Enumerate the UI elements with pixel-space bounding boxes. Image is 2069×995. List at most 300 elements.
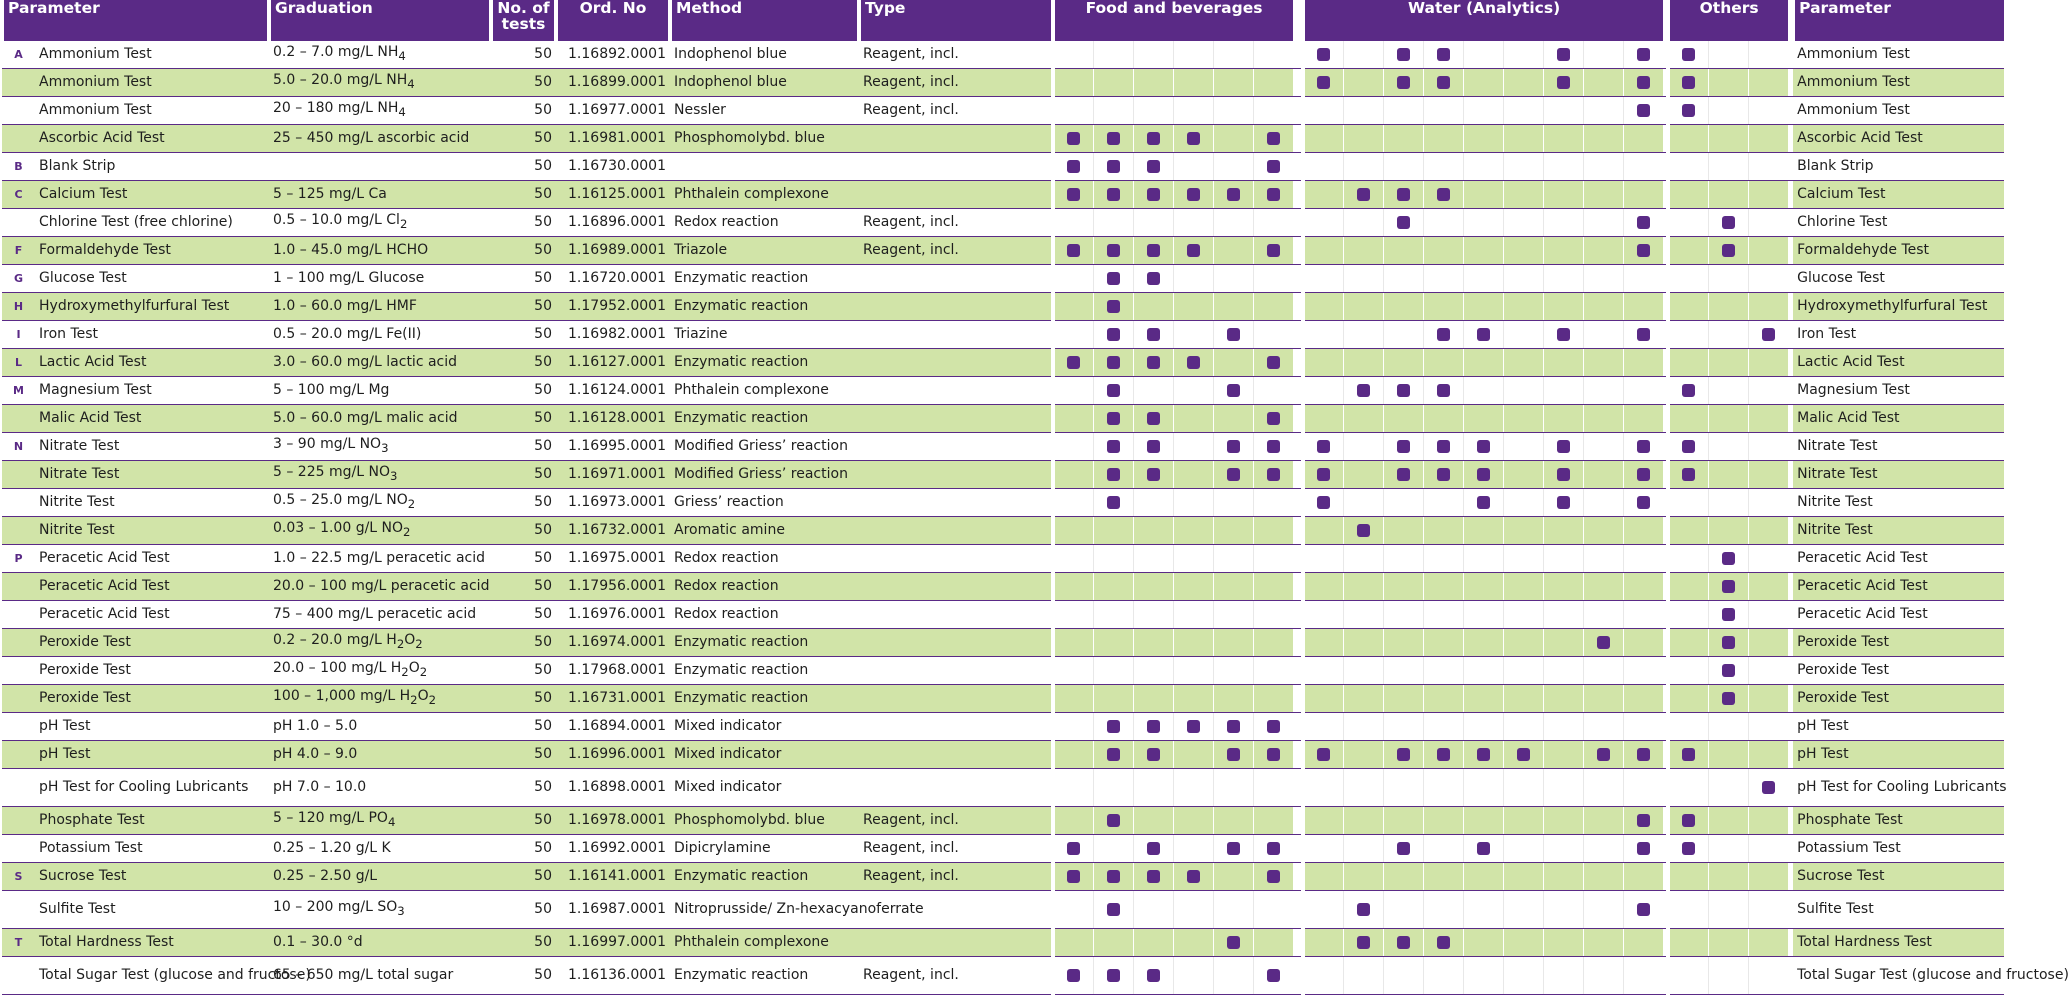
- water-application-cell: [1583, 265, 1623, 293]
- type-cell: [859, 125, 1053, 153]
- others-application-cell: [1748, 153, 1788, 181]
- index-letter: T: [2, 929, 35, 957]
- others-application-cell: [1668, 349, 1708, 377]
- water-application-cell: [1423, 657, 1463, 685]
- parameter-name: Ammonium Test: [35, 97, 269, 125]
- table-row: [2, 209, 2004, 237]
- parameter-name-right: Peroxide Test: [1793, 629, 2004, 657]
- food-application-cell: [1093, 41, 1133, 69]
- water-application-cell: [1543, 265, 1583, 293]
- parameter-name-right: Calcium Test: [1793, 181, 2004, 209]
- graduation-cell: [269, 957, 491, 995]
- food-application-cell: [1133, 125, 1173, 153]
- type-cell: [859, 713, 1053, 741]
- water-application-cell: [1343, 321, 1383, 349]
- others-application-cell: [1748, 957, 1788, 995]
- water-application-cell: [1423, 741, 1463, 769]
- application-marker: [1227, 440, 1240, 453]
- water-application-cell: [1623, 377, 1663, 405]
- water-application-cell: [1623, 517, 1663, 545]
- food-application-cell: [1213, 545, 1253, 573]
- table-row: [2, 769, 2004, 807]
- parameter-name-right: Sucrose Test: [1793, 863, 2004, 891]
- method-cell: Enzymatic reaction: [670, 265, 859, 293]
- water-application-cell: [1543, 835, 1583, 863]
- column-gap: [1293, 237, 1303, 265]
- tests-count: 50: [491, 265, 556, 293]
- food-application-cell: [1093, 713, 1133, 741]
- others-application-cell: [1748, 181, 1788, 209]
- water-application-cell: [1343, 377, 1383, 405]
- food-application-cell: [1093, 321, 1133, 349]
- others-application-cell: [1668, 929, 1708, 957]
- method-cell: Dipicrylamine: [670, 835, 859, 863]
- graduation-subscript-2: 2: [419, 664, 428, 679]
- water-application-cell: [1623, 601, 1663, 629]
- water-application-cell: [1463, 713, 1503, 741]
- water-application-cell: [1623, 573, 1663, 601]
- water-application-cell: [1463, 657, 1503, 685]
- water-application-cell: [1583, 863, 1623, 891]
- water-application-cell: [1423, 929, 1463, 957]
- order-number: 1.16732.0001: [556, 517, 670, 545]
- others-application-cell: [1708, 461, 1748, 489]
- graduation-cell: [269, 741, 491, 769]
- parameter-name-right: Nitrite Test: [1793, 489, 2004, 517]
- table-row: [2, 517, 2004, 545]
- others-application-cell: [1668, 433, 1708, 461]
- index-letter: S: [2, 863, 35, 891]
- water-application-cell: [1503, 69, 1543, 97]
- water-application-cell: [1343, 153, 1383, 181]
- graduation-subscript: 2: [399, 216, 408, 231]
- water-application-cell: [1463, 433, 1503, 461]
- graduation-text: 100 – 1,000 mg/L H: [273, 688, 411, 705]
- food-application-cell: [1133, 741, 1173, 769]
- others-application-cell: [1748, 891, 1788, 929]
- method-cell: Modified Griess’ reaction: [670, 461, 859, 489]
- graduation-text: 5.0 – 60.0 mg/L malic acid: [273, 410, 458, 426]
- table-row: [2, 153, 2004, 181]
- water-application-cell: [1543, 41, 1583, 69]
- order-number: 1.16989.0001: [556, 237, 670, 265]
- graduation-text: 0.2 – 7.0 mg/L NH: [273, 44, 399, 61]
- index-letter: [2, 209, 35, 237]
- header-parameter: Parameter: [2, 0, 269, 41]
- water-application-cell: [1423, 209, 1463, 237]
- water-application-cell: [1303, 321, 1343, 349]
- food-application-cell: [1253, 835, 1293, 863]
- food-application-cell: [1253, 863, 1293, 891]
- food-application-cell: [1133, 713, 1173, 741]
- water-application-cell: [1303, 433, 1343, 461]
- water-application-cell: [1463, 891, 1503, 929]
- graduation-text: 20.0 – 100 mg/L H: [273, 660, 402, 677]
- water-application-cell: [1623, 265, 1663, 293]
- method-cell: Enzymatic reaction: [670, 685, 859, 713]
- others-application-cell: [1668, 461, 1708, 489]
- index-letter: [2, 125, 35, 153]
- method-cell: Indophenol blue: [670, 41, 859, 69]
- water-application-cell: [1583, 125, 1623, 153]
- application-marker: [1187, 132, 1200, 145]
- others-application-cell: [1708, 377, 1748, 405]
- parameter-name-right: Nitrate Test: [1793, 461, 2004, 489]
- tests-count: 50: [491, 321, 556, 349]
- others-application-cell: [1708, 181, 1748, 209]
- graduation-subscript: 2: [396, 636, 405, 651]
- column-gap: [1293, 573, 1303, 601]
- food-application-cell: [1173, 769, 1213, 807]
- others-application-cell: [1748, 517, 1788, 545]
- others-application-cell: [1668, 863, 1708, 891]
- others-application-cell: [1708, 929, 1748, 957]
- food-application-cell: [1213, 929, 1253, 957]
- water-application-cell: [1583, 41, 1623, 69]
- column-gap: [1293, 657, 1303, 685]
- water-application-cell: [1423, 769, 1463, 807]
- graduation-cell: [269, 125, 491, 153]
- type-cell: [859, 629, 1053, 657]
- others-application-cell: [1668, 377, 1708, 405]
- tests-count: 50: [491, 713, 556, 741]
- water-application-cell: [1423, 489, 1463, 517]
- food-application-cell: [1053, 97, 1093, 125]
- application-marker: [1557, 468, 1570, 481]
- food-application-cell: [1093, 929, 1133, 957]
- application-marker: [1557, 76, 1570, 89]
- water-application-cell: [1423, 629, 1463, 657]
- others-application-cell: [1668, 807, 1708, 835]
- water-application-cell: [1303, 153, 1343, 181]
- column-gap: [1293, 891, 1303, 929]
- water-application-cell: [1343, 891, 1383, 929]
- food-application-cell: [1093, 349, 1133, 377]
- food-application-cell: [1213, 181, 1253, 209]
- food-application-cell: [1053, 265, 1093, 293]
- water-application-cell: [1463, 807, 1503, 835]
- graduation-cell: [269, 321, 491, 349]
- water-application-cell: [1623, 891, 1663, 929]
- graduation-cell: [269, 209, 491, 237]
- application-marker: [1107, 412, 1120, 425]
- tests-count: 50: [491, 69, 556, 97]
- parameter-name: Sulfite Test: [35, 891, 269, 929]
- food-application-cell: [1053, 41, 1093, 69]
- application-marker: [1682, 748, 1695, 761]
- food-application-cell: [1173, 517, 1213, 545]
- order-number: 1.16978.0001: [556, 807, 670, 835]
- food-application-cell: [1133, 153, 1173, 181]
- food-application-cell: [1053, 321, 1093, 349]
- tests-count: 50: [491, 349, 556, 377]
- table-row: [2, 461, 2004, 489]
- food-application-cell: [1133, 863, 1173, 891]
- food-application-cell: [1173, 891, 1213, 929]
- food-application-cell: [1253, 517, 1293, 545]
- type-cell: [859, 741, 1053, 769]
- table-row: [2, 545, 2004, 573]
- tests-count: 50: [491, 97, 556, 125]
- parameter-name: Formaldehyde Test: [35, 237, 269, 265]
- food-application-cell: [1133, 835, 1173, 863]
- food-application-cell: [1133, 489, 1173, 517]
- food-application-cell: [1213, 125, 1253, 153]
- application-marker: [1187, 244, 1200, 257]
- water-application-cell: [1463, 293, 1503, 321]
- food-application-cell: [1253, 97, 1293, 125]
- food-application-cell: [1253, 153, 1293, 181]
- others-application-cell: [1748, 405, 1788, 433]
- food-application-cell: [1133, 321, 1173, 349]
- parameter-name-right: Chlorine Test: [1793, 209, 2004, 237]
- graduation-cell: [269, 293, 491, 321]
- others-application-cell: [1668, 517, 1708, 545]
- column-gap: [1293, 807, 1303, 835]
- food-application-cell: [1253, 293, 1293, 321]
- application-marker: [1437, 188, 1450, 201]
- application-marker: [1267, 468, 1280, 481]
- water-application-cell: [1383, 545, 1423, 573]
- water-application-cell: [1383, 929, 1423, 957]
- parameter-name-right: Hydroxymethylfurfural Test: [1793, 293, 2004, 321]
- application-marker: [1227, 720, 1240, 733]
- order-number: 1.17968.0001: [556, 657, 670, 685]
- table-row: [2, 181, 2004, 209]
- application-marker: [1267, 132, 1280, 145]
- water-application-cell: [1423, 181, 1463, 209]
- application-marker: [1147, 356, 1160, 369]
- type-cell: [859, 769, 1053, 807]
- water-application-cell: [1543, 713, 1583, 741]
- food-application-cell: [1053, 517, 1093, 545]
- header-type: Type: [859, 0, 1053, 41]
- application-marker: [1557, 48, 1570, 61]
- others-application-cell: [1708, 741, 1748, 769]
- water-application-cell: [1423, 957, 1463, 995]
- application-marker: [1147, 244, 1160, 257]
- food-application-cell: [1173, 321, 1213, 349]
- header-gap: [1293, 0, 1303, 41]
- water-application-cell: [1303, 293, 1343, 321]
- food-application-cell: [1053, 601, 1093, 629]
- food-application-cell: [1133, 685, 1173, 713]
- parameter-name: Nitrate Test: [35, 433, 269, 461]
- water-application-cell: [1383, 461, 1423, 489]
- application-marker: [1477, 440, 1490, 453]
- tests-count: 50: [491, 489, 556, 517]
- food-application-cell: [1213, 97, 1253, 125]
- water-application-cell: [1343, 957, 1383, 995]
- others-application-cell: [1748, 657, 1788, 685]
- food-application-cell: [1093, 891, 1133, 929]
- type-cell: Reagent, incl.: [859, 209, 1053, 237]
- tests-count: 50: [491, 181, 556, 209]
- others-application-cell: [1748, 349, 1788, 377]
- water-application-cell: [1623, 349, 1663, 377]
- application-marker: [1357, 524, 1370, 537]
- application-marker: [1267, 412, 1280, 425]
- application-marker: [1267, 748, 1280, 761]
- parameter-name: Phosphate Test: [35, 807, 269, 835]
- food-application-cell: [1093, 807, 1133, 835]
- food-application-cell: [1133, 629, 1173, 657]
- water-application-cell: [1343, 685, 1383, 713]
- type-cell: [859, 517, 1053, 545]
- parameter-name-right: Nitrate Test: [1793, 433, 2004, 461]
- food-application-cell: [1093, 517, 1133, 545]
- water-application-cell: [1383, 685, 1423, 713]
- index-letter: [2, 461, 35, 489]
- water-application-cell: [1303, 237, 1343, 265]
- water-application-cell: [1503, 545, 1543, 573]
- water-application-cell: [1583, 891, 1623, 929]
- application-marker: [1637, 842, 1650, 855]
- water-application-cell: [1503, 489, 1543, 517]
- order-number: 1.16982.0001: [556, 321, 670, 349]
- type-cell: Reagent, incl.: [859, 835, 1053, 863]
- water-application-cell: [1503, 125, 1543, 153]
- water-application-cell: [1503, 957, 1543, 995]
- food-application-cell: [1173, 265, 1213, 293]
- water-application-cell: [1343, 713, 1383, 741]
- graduation-text: 1.0 – 45.0 mg/L HCHO: [273, 242, 429, 258]
- graduation-cell: [269, 517, 491, 545]
- type-cell: [859, 377, 1053, 405]
- food-application-cell: [1053, 863, 1093, 891]
- application-marker: [1722, 244, 1735, 257]
- type-cell: Reagent, incl.: [859, 97, 1053, 125]
- others-application-cell: [1748, 237, 1788, 265]
- water-application-cell: [1623, 293, 1663, 321]
- food-application-cell: [1053, 835, 1093, 863]
- tests-count: 50: [491, 41, 556, 69]
- index-letter: [2, 657, 35, 685]
- water-application-cell: [1583, 97, 1623, 125]
- water-application-cell: [1503, 741, 1543, 769]
- water-application-cell: [1503, 517, 1543, 545]
- application-marker: [1437, 48, 1450, 61]
- water-application-cell: [1463, 835, 1503, 863]
- food-application-cell: [1053, 237, 1093, 265]
- application-marker: [1682, 842, 1695, 855]
- column-gap: [1293, 863, 1303, 891]
- application-marker: [1227, 468, 1240, 481]
- type-cell: Reagent, incl.: [859, 237, 1053, 265]
- method-cell: Phosphomolybd. blue: [670, 807, 859, 835]
- food-application-cell: [1173, 489, 1213, 517]
- food-application-cell: [1093, 209, 1133, 237]
- food-application-cell: [1053, 153, 1093, 181]
- water-application-cell: [1423, 891, 1463, 929]
- application-marker: [1397, 76, 1410, 89]
- water-application-cell: [1463, 69, 1503, 97]
- water-application-cell: [1423, 125, 1463, 153]
- food-application-cell: [1213, 835, 1253, 863]
- food-application-cell: [1173, 349, 1213, 377]
- table-row: [2, 69, 2004, 97]
- type-cell: [859, 293, 1053, 321]
- table-row: [2, 713, 2004, 741]
- parameter-name-right: Total Sugar Test (glucose and fructose): [1793, 957, 2004, 995]
- water-application-cell: [1343, 545, 1383, 573]
- water-application-cell: [1503, 209, 1543, 237]
- table-row: [2, 293, 2004, 321]
- graduation-cell: [269, 713, 491, 741]
- food-application-cell: [1253, 349, 1293, 377]
- food-application-cell: [1093, 863, 1133, 891]
- water-application-cell: [1623, 769, 1663, 807]
- water-application-cell: [1583, 237, 1623, 265]
- header-method: Method: [670, 0, 859, 41]
- water-application-cell: [1543, 125, 1583, 153]
- food-application-cell: [1253, 489, 1293, 517]
- food-application-cell: [1133, 97, 1173, 125]
- header-row: [2, 0, 2004, 41]
- method-cell: Aromatic amine: [670, 517, 859, 545]
- graduation-cell: [269, 97, 491, 125]
- water-application-cell: [1383, 237, 1423, 265]
- water-application-cell: [1343, 349, 1383, 377]
- others-application-cell: [1708, 489, 1748, 517]
- water-application-cell: [1623, 713, 1663, 741]
- food-application-cell: [1173, 181, 1213, 209]
- water-application-cell: [1543, 349, 1583, 377]
- others-application-cell: [1668, 601, 1708, 629]
- food-application-cell: [1133, 377, 1173, 405]
- parameter-name: Nitrite Test: [35, 517, 269, 545]
- application-marker: [1147, 132, 1160, 145]
- food-application-cell: [1253, 321, 1293, 349]
- food-application-cell: [1093, 835, 1133, 863]
- order-number: 1.16128.0001: [556, 405, 670, 433]
- tests-count: 50: [491, 237, 556, 265]
- water-application-cell: [1423, 807, 1463, 835]
- application-marker: [1477, 328, 1490, 341]
- water-application-cell: [1503, 405, 1543, 433]
- others-application-cell: [1708, 125, 1748, 153]
- water-application-cell: [1583, 293, 1623, 321]
- water-application-cell: [1623, 125, 1663, 153]
- application-marker: [1437, 328, 1450, 341]
- graduation-cell: [269, 891, 491, 929]
- water-application-cell: [1383, 69, 1423, 97]
- method-cell: Enzymatic reaction: [670, 293, 859, 321]
- method-cell: Modified Griess’ reaction: [670, 433, 859, 461]
- food-application-cell: [1053, 293, 1093, 321]
- type-cell: [859, 265, 1053, 293]
- index-letter: [2, 517, 35, 545]
- graduation-text: 20.0 – 100 mg/L peracetic acid: [273, 578, 490, 594]
- application-marker: [1637, 496, 1650, 509]
- others-application-cell: [1708, 957, 1748, 995]
- application-marker: [1107, 384, 1120, 397]
- food-application-cell: [1253, 929, 1293, 957]
- food-application-cell: [1253, 657, 1293, 685]
- graduation-text: 10 – 200 mg/L SO: [273, 899, 398, 916]
- order-number: 1.16992.0001: [556, 835, 670, 863]
- column-gap: [1293, 461, 1303, 489]
- water-application-cell: [1343, 209, 1383, 237]
- water-application-cell: [1423, 545, 1463, 573]
- water-application-cell: [1423, 153, 1463, 181]
- water-application-cell: [1543, 405, 1583, 433]
- water-application-cell: [1583, 209, 1623, 237]
- index-letter: C: [2, 181, 35, 209]
- application-marker: [1227, 936, 1240, 949]
- graduation-subscript: 3: [381, 440, 389, 455]
- application-marker: [1107, 328, 1120, 341]
